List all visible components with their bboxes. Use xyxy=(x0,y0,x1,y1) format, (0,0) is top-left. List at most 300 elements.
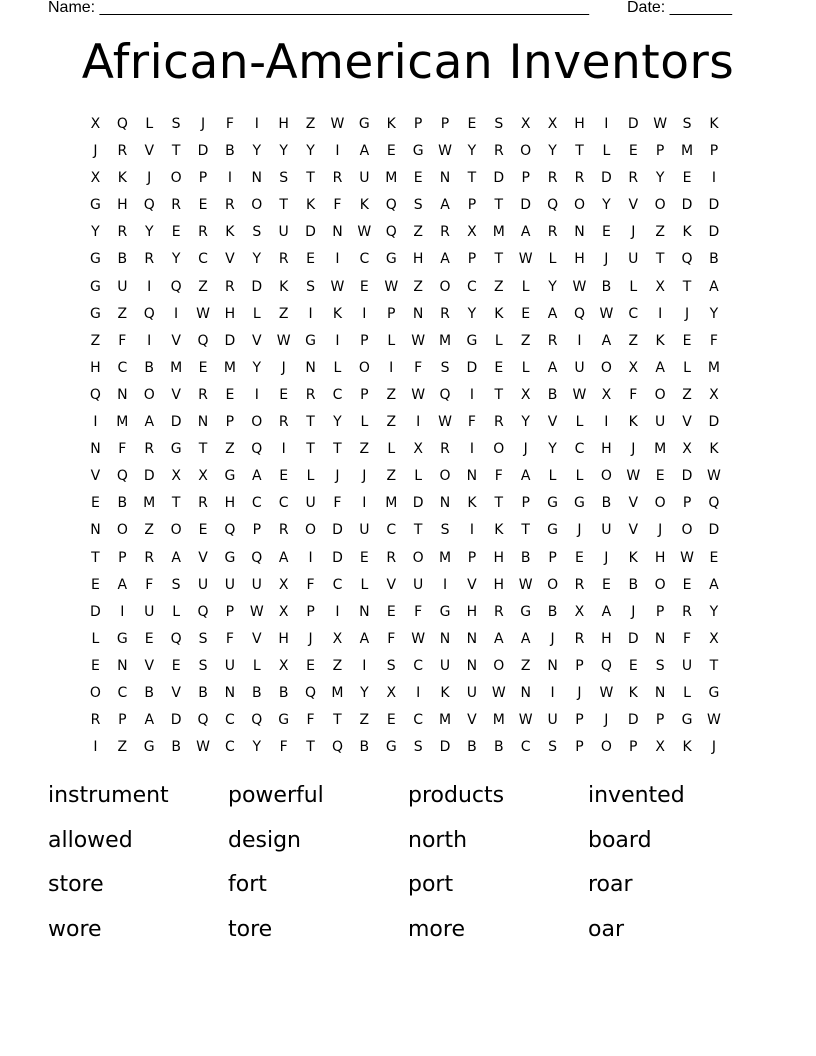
grid-letter: P xyxy=(225,603,235,620)
grid-letter: K xyxy=(359,197,369,214)
grid-letter: C xyxy=(225,739,235,756)
grid-letter: L xyxy=(172,603,181,620)
grid-letter: T xyxy=(171,143,181,160)
grid-letter: T xyxy=(655,251,665,268)
word-list-item: instrument xyxy=(48,783,169,808)
grid-letter: E xyxy=(91,495,100,512)
grid-letter: L xyxy=(548,468,557,485)
grid-letter: F xyxy=(629,386,638,403)
grid-letter: Q xyxy=(143,197,155,214)
grid-letter: F xyxy=(709,332,718,349)
grid-letter: H xyxy=(493,549,505,566)
grid-letter: Y xyxy=(171,251,181,268)
grid-letter: W xyxy=(438,414,452,431)
grid-letter: T xyxy=(198,441,208,458)
grid-letter: L xyxy=(306,468,315,485)
grid-letter: D xyxy=(305,224,316,241)
grid-letter: X xyxy=(90,170,101,187)
grid-letter: M xyxy=(707,359,720,376)
grid-letter: B xyxy=(251,684,262,701)
grid-letter: N xyxy=(654,630,666,647)
grid-letter: R xyxy=(440,305,450,322)
grid-letter: H xyxy=(224,495,236,512)
grid-letter: D xyxy=(332,522,343,539)
grid-letter: Q xyxy=(547,197,559,214)
grid-letter: P xyxy=(521,495,530,512)
grid-letter: W xyxy=(330,116,345,132)
grid-letter: J xyxy=(281,359,286,376)
grid-letter: P xyxy=(575,712,584,729)
grid-letter: N xyxy=(520,684,531,701)
grid-letter: B xyxy=(144,684,155,701)
grid-letter: E xyxy=(306,657,315,674)
grid-letter: C xyxy=(467,278,477,295)
grid-letter: R xyxy=(198,495,208,512)
grid-letter: I xyxy=(308,549,313,566)
grid-letter: J xyxy=(335,468,340,485)
grid-letter: D xyxy=(251,278,263,295)
grid-letter: E xyxy=(359,549,369,566)
grid-letter: L xyxy=(387,332,396,349)
grid-letter: Y xyxy=(252,251,262,268)
grid-letter: D xyxy=(627,712,639,729)
grid-letter: V xyxy=(628,522,639,539)
grid-letter: W xyxy=(249,603,264,620)
grid-letter: A xyxy=(601,603,612,620)
grid-letter: K xyxy=(628,549,638,566)
grid-letter: I xyxy=(604,414,609,431)
grid-letter: X xyxy=(547,116,558,132)
word-list-item: design xyxy=(228,827,301,853)
grid-letter: N xyxy=(90,441,101,458)
grid-letter: N xyxy=(466,630,478,647)
grid-letter: E xyxy=(655,468,665,485)
grid-letter: Z xyxy=(413,278,423,295)
grid-letter: Z xyxy=(90,332,101,349)
grid-letter: S xyxy=(440,522,450,539)
grid-letter: M xyxy=(654,441,667,458)
grid-letter: D xyxy=(708,197,720,214)
grid-letter: E xyxy=(144,630,154,647)
grid-letter: P xyxy=(467,197,477,214)
grid-letter: O xyxy=(439,278,451,295)
grid-letter: O xyxy=(654,495,666,512)
grid-letter: H xyxy=(224,305,236,322)
grid-letter: W xyxy=(411,332,426,349)
grid-letter: N xyxy=(117,386,128,403)
grid-letter: P xyxy=(413,116,423,132)
grid-letter: U xyxy=(224,576,236,593)
grid-letter: H xyxy=(278,116,289,132)
grid-letter: H xyxy=(601,630,612,647)
grid-letter: J xyxy=(604,251,609,268)
grid-letter: Z xyxy=(305,116,316,132)
grid-letter: O xyxy=(493,441,505,458)
grid-letter: C xyxy=(332,576,343,593)
grid-letter: E xyxy=(628,657,638,674)
grid-letter: K xyxy=(279,278,289,295)
grid-letter: A xyxy=(547,305,558,322)
grid-letter: R xyxy=(117,224,128,241)
grid-letter: M xyxy=(438,549,452,566)
grid-letter: F xyxy=(306,712,315,729)
grid-letter: D xyxy=(90,603,101,620)
grid-letter: P xyxy=(306,603,315,620)
grid-letter: W xyxy=(518,576,533,593)
grid-letter: Q xyxy=(681,251,693,268)
grid-letter: O xyxy=(573,197,585,214)
grid-letter: A xyxy=(440,197,450,214)
grid-letter: W xyxy=(707,468,721,485)
grid-letter: G xyxy=(466,332,478,349)
grid-letter: V xyxy=(547,414,558,431)
grid-letter: Z xyxy=(494,278,504,295)
grid-letter: F xyxy=(414,603,423,620)
grid-letter: P xyxy=(387,305,396,322)
grid-letter: P xyxy=(521,170,530,187)
grid-letter: I xyxy=(93,414,98,431)
grid-letter: R xyxy=(493,414,504,431)
grid-letter: K xyxy=(117,170,127,187)
grid-letter: L xyxy=(414,468,423,485)
grid-letter: C xyxy=(278,495,289,512)
grid-letter: E xyxy=(494,359,504,376)
grid-letter: N xyxy=(466,657,478,674)
grid-letter: T xyxy=(494,495,504,512)
grid-letter: R xyxy=(547,224,558,241)
grid-letter: Z xyxy=(386,386,397,403)
grid-letter: B xyxy=(628,576,639,593)
grid-letter: S xyxy=(306,278,316,295)
grid-letter: S xyxy=(386,657,396,674)
grid-letter: P xyxy=(655,603,665,620)
grid-letter: P xyxy=(575,739,584,756)
grid-letter: G xyxy=(90,305,101,322)
grid-letter: R xyxy=(144,251,155,268)
grid-letter: S xyxy=(413,739,423,756)
grid-letter: Q xyxy=(116,116,128,132)
grid-letter: A xyxy=(440,251,450,268)
page-title: African-American Inventors xyxy=(81,35,735,90)
grid-letter: E xyxy=(279,468,289,485)
grid-letter: F xyxy=(118,332,127,349)
grid-letter: D xyxy=(197,143,209,160)
grid-letter: E xyxy=(171,657,181,674)
grid-letter: Z xyxy=(359,441,370,458)
grid-letter: Q xyxy=(89,386,101,403)
grid-letter: T xyxy=(91,549,100,566)
grid-letter: O xyxy=(681,522,693,539)
grid-letter: W xyxy=(196,739,210,756)
grid-letter: K xyxy=(682,224,692,241)
grid-letter: Y xyxy=(467,305,477,322)
grid-letter: L xyxy=(683,684,691,701)
grid-letter: C xyxy=(574,441,585,458)
grid-letter: P xyxy=(252,522,262,539)
grid-letter: N xyxy=(547,657,558,674)
grid-letter: K xyxy=(305,197,316,214)
grid-letter: R xyxy=(440,224,450,241)
grid-letter: L xyxy=(333,359,342,376)
grid-letter: O xyxy=(358,359,370,376)
grid-letter: U xyxy=(681,657,693,674)
grid-letter: N xyxy=(359,603,370,620)
grid-letter: Q xyxy=(197,712,209,729)
word-list-item: port xyxy=(408,872,454,897)
grid-letter: G xyxy=(385,251,397,268)
grid-letter: F xyxy=(279,739,288,756)
grid-letter: W xyxy=(599,684,614,701)
grid-letter: Q xyxy=(600,657,612,674)
grid-letter: N xyxy=(466,468,478,485)
grid-letter: Y xyxy=(548,441,557,458)
grid-letter: T xyxy=(413,522,423,539)
grid-letter: S xyxy=(494,116,504,132)
grid-letter: N xyxy=(117,657,128,674)
word-list-item: powerful xyxy=(228,783,324,808)
grid-letter: Z xyxy=(682,386,692,403)
grid-letter: X xyxy=(655,739,665,756)
grid-letter: B xyxy=(494,739,504,756)
grid-letter: C xyxy=(413,712,424,729)
grid-letter: K xyxy=(440,684,450,701)
grid-letter: E xyxy=(521,305,531,322)
grid-letter: C xyxy=(225,712,235,729)
grid-letter: E xyxy=(386,712,396,729)
grid-letter: R xyxy=(440,441,450,458)
grid-letter: Y xyxy=(602,197,611,214)
grid-letter: U xyxy=(224,657,236,674)
grid-letter: E xyxy=(386,603,396,620)
grid-letter: V xyxy=(386,576,397,593)
grid-letter: X xyxy=(520,386,531,403)
grid-letter: C xyxy=(386,522,397,539)
grid-letter: Q xyxy=(143,305,155,322)
grid-letter: I xyxy=(147,332,152,349)
grid-letter: I xyxy=(335,143,340,160)
grid-letter: V xyxy=(628,495,639,512)
grid-letter: I xyxy=(416,414,421,431)
grid-letter: N xyxy=(574,224,585,241)
grid-letter: B xyxy=(198,684,208,701)
grid-letter: X xyxy=(332,630,343,647)
grid-letter: R xyxy=(305,386,316,403)
grid-letter: S xyxy=(252,224,262,241)
grid-letter: E xyxy=(413,170,423,187)
grid-letter: G xyxy=(547,522,559,539)
grid-letter: W xyxy=(707,712,721,729)
grid-letter: G xyxy=(143,739,155,756)
grid-letter: R xyxy=(225,197,235,214)
grid-letter: K xyxy=(386,116,396,132)
grid-letter: I xyxy=(711,170,716,187)
grid-letter: B xyxy=(467,739,477,756)
grid-letter: X xyxy=(628,359,639,376)
grid-letter: Z xyxy=(413,224,423,241)
grid-letter: C xyxy=(251,495,262,512)
grid-letter: R xyxy=(574,576,585,593)
grid-letter: Y xyxy=(252,739,262,756)
grid-letter: S xyxy=(413,197,423,214)
grid-letter: P xyxy=(655,143,665,160)
grid-letter: Y xyxy=(467,143,477,160)
grid-letter: S xyxy=(655,657,665,674)
grid-letter: J xyxy=(604,549,609,566)
grid-letter: K xyxy=(709,441,719,458)
word-list-item: north xyxy=(408,827,468,853)
grid-letter: R xyxy=(493,603,504,620)
grid-letter: G xyxy=(520,603,532,620)
grid-letter: X xyxy=(278,603,289,620)
grid-letter: I xyxy=(120,603,125,620)
grid-letter: F xyxy=(494,468,503,485)
grid-letter: L xyxy=(602,143,611,160)
grid-letter: Z xyxy=(386,414,397,431)
grid-letter: Y xyxy=(306,143,315,160)
grid-letter: H xyxy=(601,441,612,458)
grid-letter: R xyxy=(171,197,181,214)
grid-letter: O xyxy=(251,197,263,214)
grid-letter: E xyxy=(198,197,208,214)
grid-letter: Y xyxy=(360,684,369,701)
grid-letter: V xyxy=(171,684,181,701)
grid-letter: I xyxy=(308,305,313,322)
letter-grid xyxy=(82,111,727,761)
grid-letter: G xyxy=(358,116,370,132)
grid-letter: S xyxy=(198,630,208,647)
grid-letter: G xyxy=(278,712,290,729)
grid-letter: E xyxy=(91,576,100,593)
grid-letter: V xyxy=(144,657,155,674)
grid-letter: S xyxy=(171,116,181,132)
grid-letter: P xyxy=(118,549,127,566)
grid-letter: J xyxy=(93,143,98,160)
grid-letter: I xyxy=(362,495,367,512)
grid-letter: L xyxy=(521,359,530,376)
grid-letter: D xyxy=(143,468,155,485)
grid-letter: D xyxy=(224,332,236,349)
grid-letter: H xyxy=(90,359,101,376)
grid-letter: V xyxy=(682,414,692,431)
grid-letter: A xyxy=(520,468,531,485)
grid-letter: M xyxy=(385,495,398,512)
grid-letter: Z xyxy=(520,657,531,674)
grid-letter: X xyxy=(601,386,612,403)
grid-letter: A xyxy=(655,359,665,376)
grid-letter: J xyxy=(711,739,716,756)
grid-letter: J xyxy=(147,170,152,187)
grid-letter: X xyxy=(278,576,289,593)
grid-letter: E xyxy=(171,224,181,241)
grid-letter: D xyxy=(708,414,720,431)
grid-letter: W xyxy=(330,278,345,295)
grid-letter: X xyxy=(709,630,719,647)
grid-letter: G xyxy=(412,143,424,160)
grid-letter: W xyxy=(384,278,399,295)
grid-letter: D xyxy=(412,495,424,512)
grid-letter: T xyxy=(467,170,477,187)
grid-letter: W xyxy=(599,305,614,322)
grid-letter: E xyxy=(386,143,396,160)
grid-letter: M xyxy=(680,143,694,160)
grid-letter: W xyxy=(653,116,668,132)
grid-letter: I xyxy=(658,305,663,322)
grid-letter: T xyxy=(306,414,315,431)
grid-letter: J xyxy=(658,522,663,539)
grid-letter: T xyxy=(171,495,181,512)
grid-letter: Q xyxy=(251,712,263,729)
grid-letter: K xyxy=(225,224,235,241)
grid-letter: N xyxy=(439,495,451,512)
grid-letter: R xyxy=(144,441,155,458)
grid-letter: V xyxy=(171,332,181,349)
grid-letter: K xyxy=(655,332,665,349)
grid-letter: X xyxy=(709,386,719,403)
grid-letter: F xyxy=(145,576,154,593)
grid-letter: U xyxy=(628,251,639,268)
grid-letter: A xyxy=(144,414,155,431)
grid-letter: E xyxy=(682,332,692,349)
grid-letter: A xyxy=(359,143,370,160)
word-list-item: fort xyxy=(228,872,267,897)
grid-letter: H xyxy=(654,549,666,566)
grid-letter: O xyxy=(547,576,559,593)
grid-letter: P xyxy=(575,657,584,674)
grid-letter: P xyxy=(467,251,477,268)
grid-letter: W xyxy=(357,224,372,241)
grid-letter: K xyxy=(467,495,477,512)
grid-letter: T xyxy=(521,522,530,539)
grid-letter: R xyxy=(198,224,208,241)
grid-letter: A xyxy=(171,549,181,566)
grid-letter: T xyxy=(333,712,342,729)
word-list-item: products xyxy=(408,783,505,808)
grid-letter: H xyxy=(117,197,128,214)
grid-letter: I xyxy=(174,305,179,322)
grid-letter: T xyxy=(709,657,719,674)
grid-letter: B xyxy=(225,143,235,160)
grid-letter: J xyxy=(631,441,636,458)
grid-letter: N xyxy=(439,630,451,647)
grid-letter: I xyxy=(550,684,555,701)
grid-letter: P xyxy=(198,170,208,187)
grid-letter: W xyxy=(572,278,587,295)
grid-letter: L xyxy=(494,332,503,349)
grid-letter: O xyxy=(143,386,155,403)
grid-letter: V xyxy=(467,576,477,593)
grid-letter: A xyxy=(494,630,504,647)
grid-letter: J xyxy=(604,712,609,729)
grid-letter: I xyxy=(335,251,340,268)
grid-letter: V xyxy=(628,197,639,214)
grid-letter: J xyxy=(523,441,528,458)
grid-letter: J xyxy=(362,468,367,485)
grid-letter: M xyxy=(223,359,236,376)
grid-letter: N xyxy=(332,224,343,241)
grid-letter: A xyxy=(601,332,612,349)
grid-letter: I xyxy=(147,278,152,295)
grid-letter: P xyxy=(682,495,692,512)
grid-letter: O xyxy=(170,170,182,187)
grid-letter: X xyxy=(386,684,397,701)
grid-letter: I xyxy=(362,305,367,322)
word-list-item: board xyxy=(588,827,652,853)
grid-letter: Y xyxy=(709,603,719,620)
grid-letter: K xyxy=(494,522,504,539)
grid-letter: G xyxy=(170,441,182,458)
grid-letter: Z xyxy=(628,332,639,349)
grid-letter: P xyxy=(440,116,450,132)
